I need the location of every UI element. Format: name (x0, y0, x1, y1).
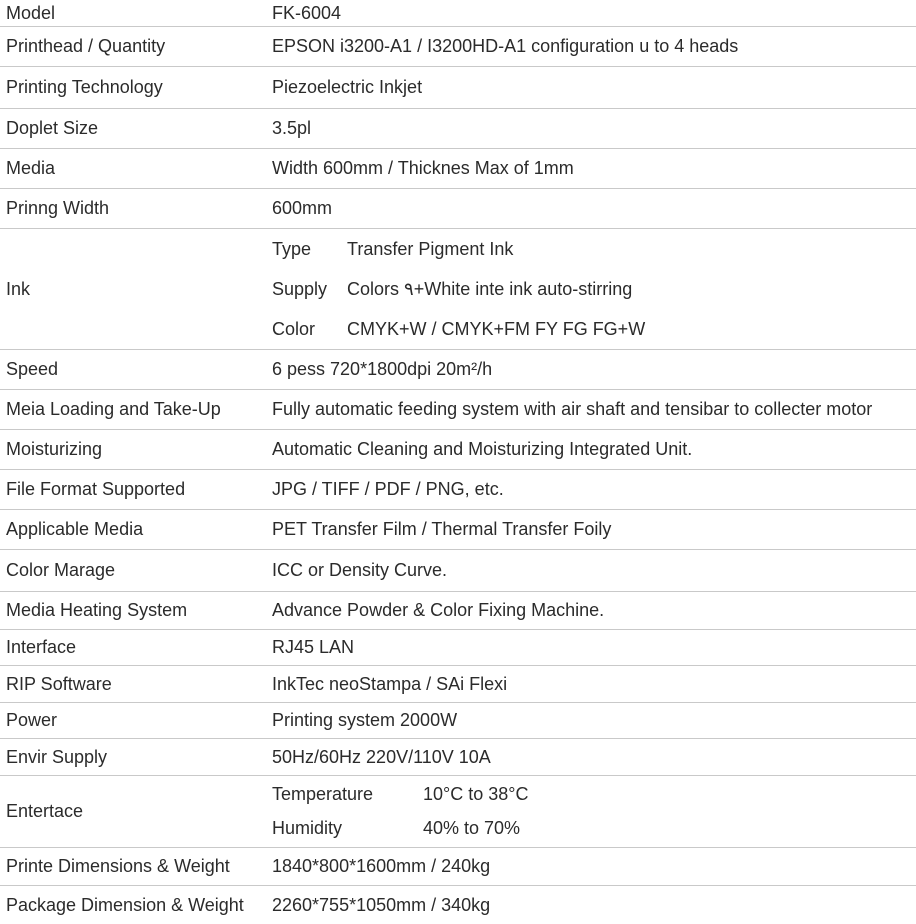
spec-row-printhead (0, 27, 916, 67)
spec-label: RIP Software (6, 673, 112, 694)
spec-row-media (0, 149, 916, 189)
spec-row-media-loading (0, 390, 916, 430)
spec-row-power (0, 703, 916, 739)
spec-row-environment (0, 776, 916, 848)
spec-value: Advance Powder & Color Fixing Machine. (272, 600, 605, 620)
spec-label: Power (6, 710, 58, 730)
spec-value: JPG / TIFF / PDF / PNG, etc. (272, 479, 504, 499)
spec-value: FK-6004 (272, 2, 342, 23)
ink-details (272, 229, 916, 349)
spec-value: EPSON i3200-A1 / I3200HD-A1 configuration u to 4 heads (272, 36, 739, 56)
spec-value: 3.5pl (272, 118, 312, 138)
spec-row-file-format (0, 470, 916, 510)
spec-row-printer-dimensions (0, 848, 916, 886)
spec-label: Model (6, 2, 56, 23)
spec-value: 1840*800*1600mm / 240kg (272, 856, 491, 876)
spec-label: Meia Loading and Take-Up (6, 399, 221, 419)
environment-sub-value: 10°C to 38°C (423, 784, 529, 804)
environment-humidity-line (272, 812, 916, 846)
ink-sub-value: CMYK+W / CMYK+FM FY FG FG+W (347, 318, 646, 339)
ink-supply-line (272, 269, 916, 309)
spec-label: Printe Dimensions & Weight (6, 856, 230, 876)
spec-row-applicable-media (0, 510, 916, 550)
spec-value: RJ45 LAN (272, 637, 355, 657)
spec-label: Color Marage (6, 560, 116, 580)
spec-value: 2260*755*1050mm / 340kg (272, 894, 491, 915)
spec-row-ink (0, 229, 916, 350)
spec-label: Doplet Size (6, 118, 99, 138)
ink-sub-value: Colors ٩+White inte ink auto-stirring (347, 278, 633, 299)
spec-value: ICC or Density Curve. (272, 560, 448, 580)
spec-value: Width 600mm / Thicknes Max of 1mm (272, 158, 574, 178)
spec-value: 600mm (272, 198, 333, 218)
spec-value: PET Transfer Film / Thermal Transfer Foily (272, 519, 612, 539)
spec-row-color-manage (0, 550, 916, 592)
ink-color-line (272, 309, 916, 349)
environment-sub-key: Temperature (272, 784, 374, 804)
ink-sub-key: Type (272, 238, 312, 259)
spec-value: 50Hz/60Hz 220V/110V 10A (272, 746, 491, 767)
environment-temperature-line (272, 778, 916, 812)
spec-label: Package Dimension & Weight (6, 894, 244, 915)
spec-label: Speed (6, 359, 59, 379)
ink-type-line (272, 229, 916, 269)
environment-details (272, 778, 916, 846)
spec-value: InkTec neoStampa / SAi Flexi (272, 673, 508, 694)
spec-label: Media (6, 158, 56, 178)
spec-value: Piezoelectric Inkjet (272, 77, 423, 97)
spec-value: Printing system 2000W (272, 710, 458, 730)
spec-row-printing-width (0, 189, 916, 229)
spec-label: Prinng Width (6, 198, 110, 218)
spec-row-model (0, 0, 916, 27)
spec-row-printing-technology (0, 67, 916, 109)
spec-row-speed (0, 350, 916, 390)
ink-sub-key: Supply (272, 278, 328, 299)
spec-label: Interface (6, 637, 77, 657)
environment-sub-value: 40% to 70% (423, 818, 521, 838)
spec-row-moisturizing (0, 430, 916, 470)
spec-label: Applicable Media (6, 519, 144, 539)
spec-row-rip-software (0, 666, 916, 703)
ink-sub-value: Transfer Pigment Ink (347, 238, 514, 259)
spec-row-interface (0, 630, 916, 666)
ink-sub-key: Color (272, 318, 316, 339)
spec-row-envir-supply (0, 739, 916, 776)
spec-row-droplet-size (0, 109, 916, 149)
spec-label: Media Heating System (6, 600, 188, 620)
spec-value: 6 pess 720*1800dpi 20m²/h (272, 359, 493, 379)
spec-label: Printhead / Quantity (6, 36, 166, 56)
spec-label: Envir Supply (6, 746, 108, 767)
spec-label: Moisturizing (6, 439, 103, 459)
spec-value: Fully automatic feeding system with air shaft and tensibar to collecter motor (272, 399, 873, 419)
spec-value: Automatic Cleaning and Moisturizing Integrated Unit. (272, 439, 693, 459)
spec-label: File Format Supported (6, 479, 186, 499)
spec-row-media-heating (0, 592, 916, 630)
spec-label: Ink (6, 278, 31, 299)
spec-label: Printing Technology (6, 77, 163, 97)
environment-sub-key: Humidity (272, 818, 343, 838)
spec-row-package-dimensions (0, 886, 916, 924)
spec-label: Entertace (6, 801, 84, 821)
